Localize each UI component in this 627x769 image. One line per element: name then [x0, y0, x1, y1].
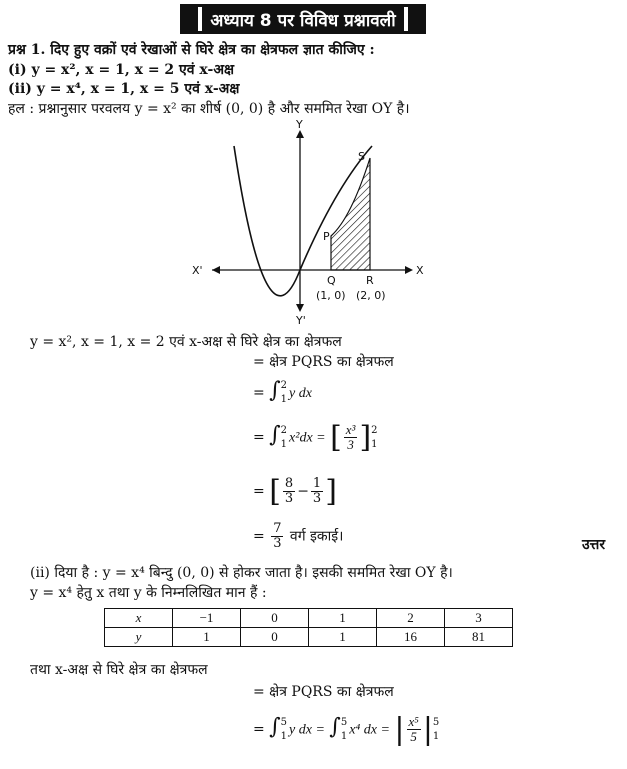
label-q: Q — [327, 274, 336, 287]
table-cell: y — [105, 628, 173, 647]
part-ii-fraction: $\frac{\text{x⁵}}{5}$ — [408, 714, 419, 744]
solution-intro: हल : प्रश्नानुसार परवलय y = x² का शीर्ष (0, 0) है और सममित रेखा OY है। — [8, 101, 410, 117]
area-statement: y = x², x = 1, x = 2 एवं x-अक्ष से घिरे क्षेत्र का क्षेत्रफल — [30, 334, 342, 350]
limits-2: 2 1 — [280, 380, 288, 405]
limits-3: 2 1 — [280, 424, 288, 450]
part-ii-expr-a: y dx = — [289, 722, 325, 738]
step1: = क्षेत्र PQRS का क्षेत्रफल — [253, 354, 394, 370]
y-arrow-up — [296, 130, 304, 138]
step4-frac-a: $\frac{8}{3}$ — [284, 476, 294, 506]
x-arrow-right — [405, 266, 413, 274]
banner-title: अध्याय 8 पर विविध प्रश्नावली — [210, 10, 396, 31]
table-cell: 1 — [173, 628, 241, 647]
step3: = ∫ 2 1 x²dx = [ $\frac{\text{x³}}{3}$ ] 2 1 — [253, 420, 378, 455]
table-cell: 1 — [309, 609, 377, 628]
part-ii-area-line: तथा x-अक्ष से घिरे क्षेत्र का क्षेत्रफल — [30, 662, 208, 678]
table-row — [105, 628, 513, 647]
x-arrow-left — [212, 266, 220, 274]
part-ii-final: = ∫ 5 1 y dx = ∫ 5 1 x⁴ dx = | $\frac{\text{x⁵}}{5}$ | 5 1 — [253, 712, 440, 747]
table-cell: x — [105, 609, 173, 628]
part-ii-values-line: y = x⁴ हेतु x तथा y के निम्नलिखित मान हैं : — [30, 585, 267, 601]
chapter-banner — [180, 4, 426, 34]
banner-bar-right — [404, 7, 408, 31]
step4: = [ $\frac{8}{3}$ − $\frac{1}{3}$ ] — [253, 474, 337, 509]
table-cell: 81 — [445, 628, 513, 647]
table-row — [105, 609, 513, 628]
label-y-neg: Y' — [296, 314, 306, 327]
coord-r: (2, 0) — [356, 289, 386, 302]
step3-fraction: $\frac{\text{x³}}{3}$ — [345, 422, 356, 452]
label-x-neg: X' — [192, 264, 203, 277]
step5: = $\frac{7}{3}$ वर्ग इकाई। — [253, 521, 344, 551]
integral-sign-3: ∫ — [269, 422, 281, 448]
table-cell: 0 — [241, 609, 309, 628]
step4-frac-b: $\frac{1}{3}$ — [312, 476, 322, 506]
label-s: S — [358, 150, 365, 163]
question-part-i: (i) y = x², x = 1, x = 2 एवं x-अक्ष — [8, 62, 235, 78]
table-cell: 3 — [445, 609, 513, 628]
banner-bar-left — [198, 7, 202, 31]
part-ii-expr-b: x⁴ dx = — [349, 722, 390, 738]
table-cell: 0 — [241, 628, 309, 647]
table-cell: 1 — [309, 628, 377, 647]
answer-label: उत्तर — [582, 537, 606, 553]
coord-q: (1, 0) — [316, 289, 346, 302]
step5-frac: $\frac{7}{3}$ — [273, 521, 282, 551]
label-y: Y — [296, 118, 303, 131]
integral-sign-2: ∫ — [269, 378, 281, 403]
step5-text: वर्ग इकाई। — [289, 528, 344, 545]
table-cell: 16 — [377, 628, 445, 647]
part-ii-given: (ii) दिया है : y = x⁴ बिन्दु (0, 0) से होकर जाता है। इसकी सममित रेखा OY है। — [30, 565, 453, 581]
step3-expr: x²dx = — [289, 430, 326, 446]
step3-bracket-limits: 2 1 — [371, 424, 378, 450]
table-cell: −1 — [173, 609, 241, 628]
part-ii-step1: = क्षेत्र PQRS का क्षेत्रफल — [253, 684, 394, 700]
label-p: P — [323, 230, 330, 243]
question-heading: प्रश्न 1. दिए हुए वक्रों एवं रेखाओं से घिरे क्षेत्र का क्षेत्रफल ज्ञात कीजिए : — [8, 42, 375, 58]
parabola-graph — [190, 118, 430, 328]
values-table — [104, 608, 513, 647]
question-part-ii: (ii) y = x⁴, x = 1, x = 5 एवं x-अक्ष — [8, 81, 240, 97]
integral-sign-ii-b: ∫ — [329, 714, 341, 740]
step2: = ∫ 2 1 y dx — [253, 378, 312, 405]
y-arrow-down — [296, 304, 304, 312]
label-r: R — [366, 274, 374, 287]
label-x: X — [416, 264, 424, 277]
step2-expr: y dx — [289, 386, 312, 401]
table-cell: 2 — [377, 609, 445, 628]
integral-sign-ii-a: ∫ — [269, 714, 281, 740]
